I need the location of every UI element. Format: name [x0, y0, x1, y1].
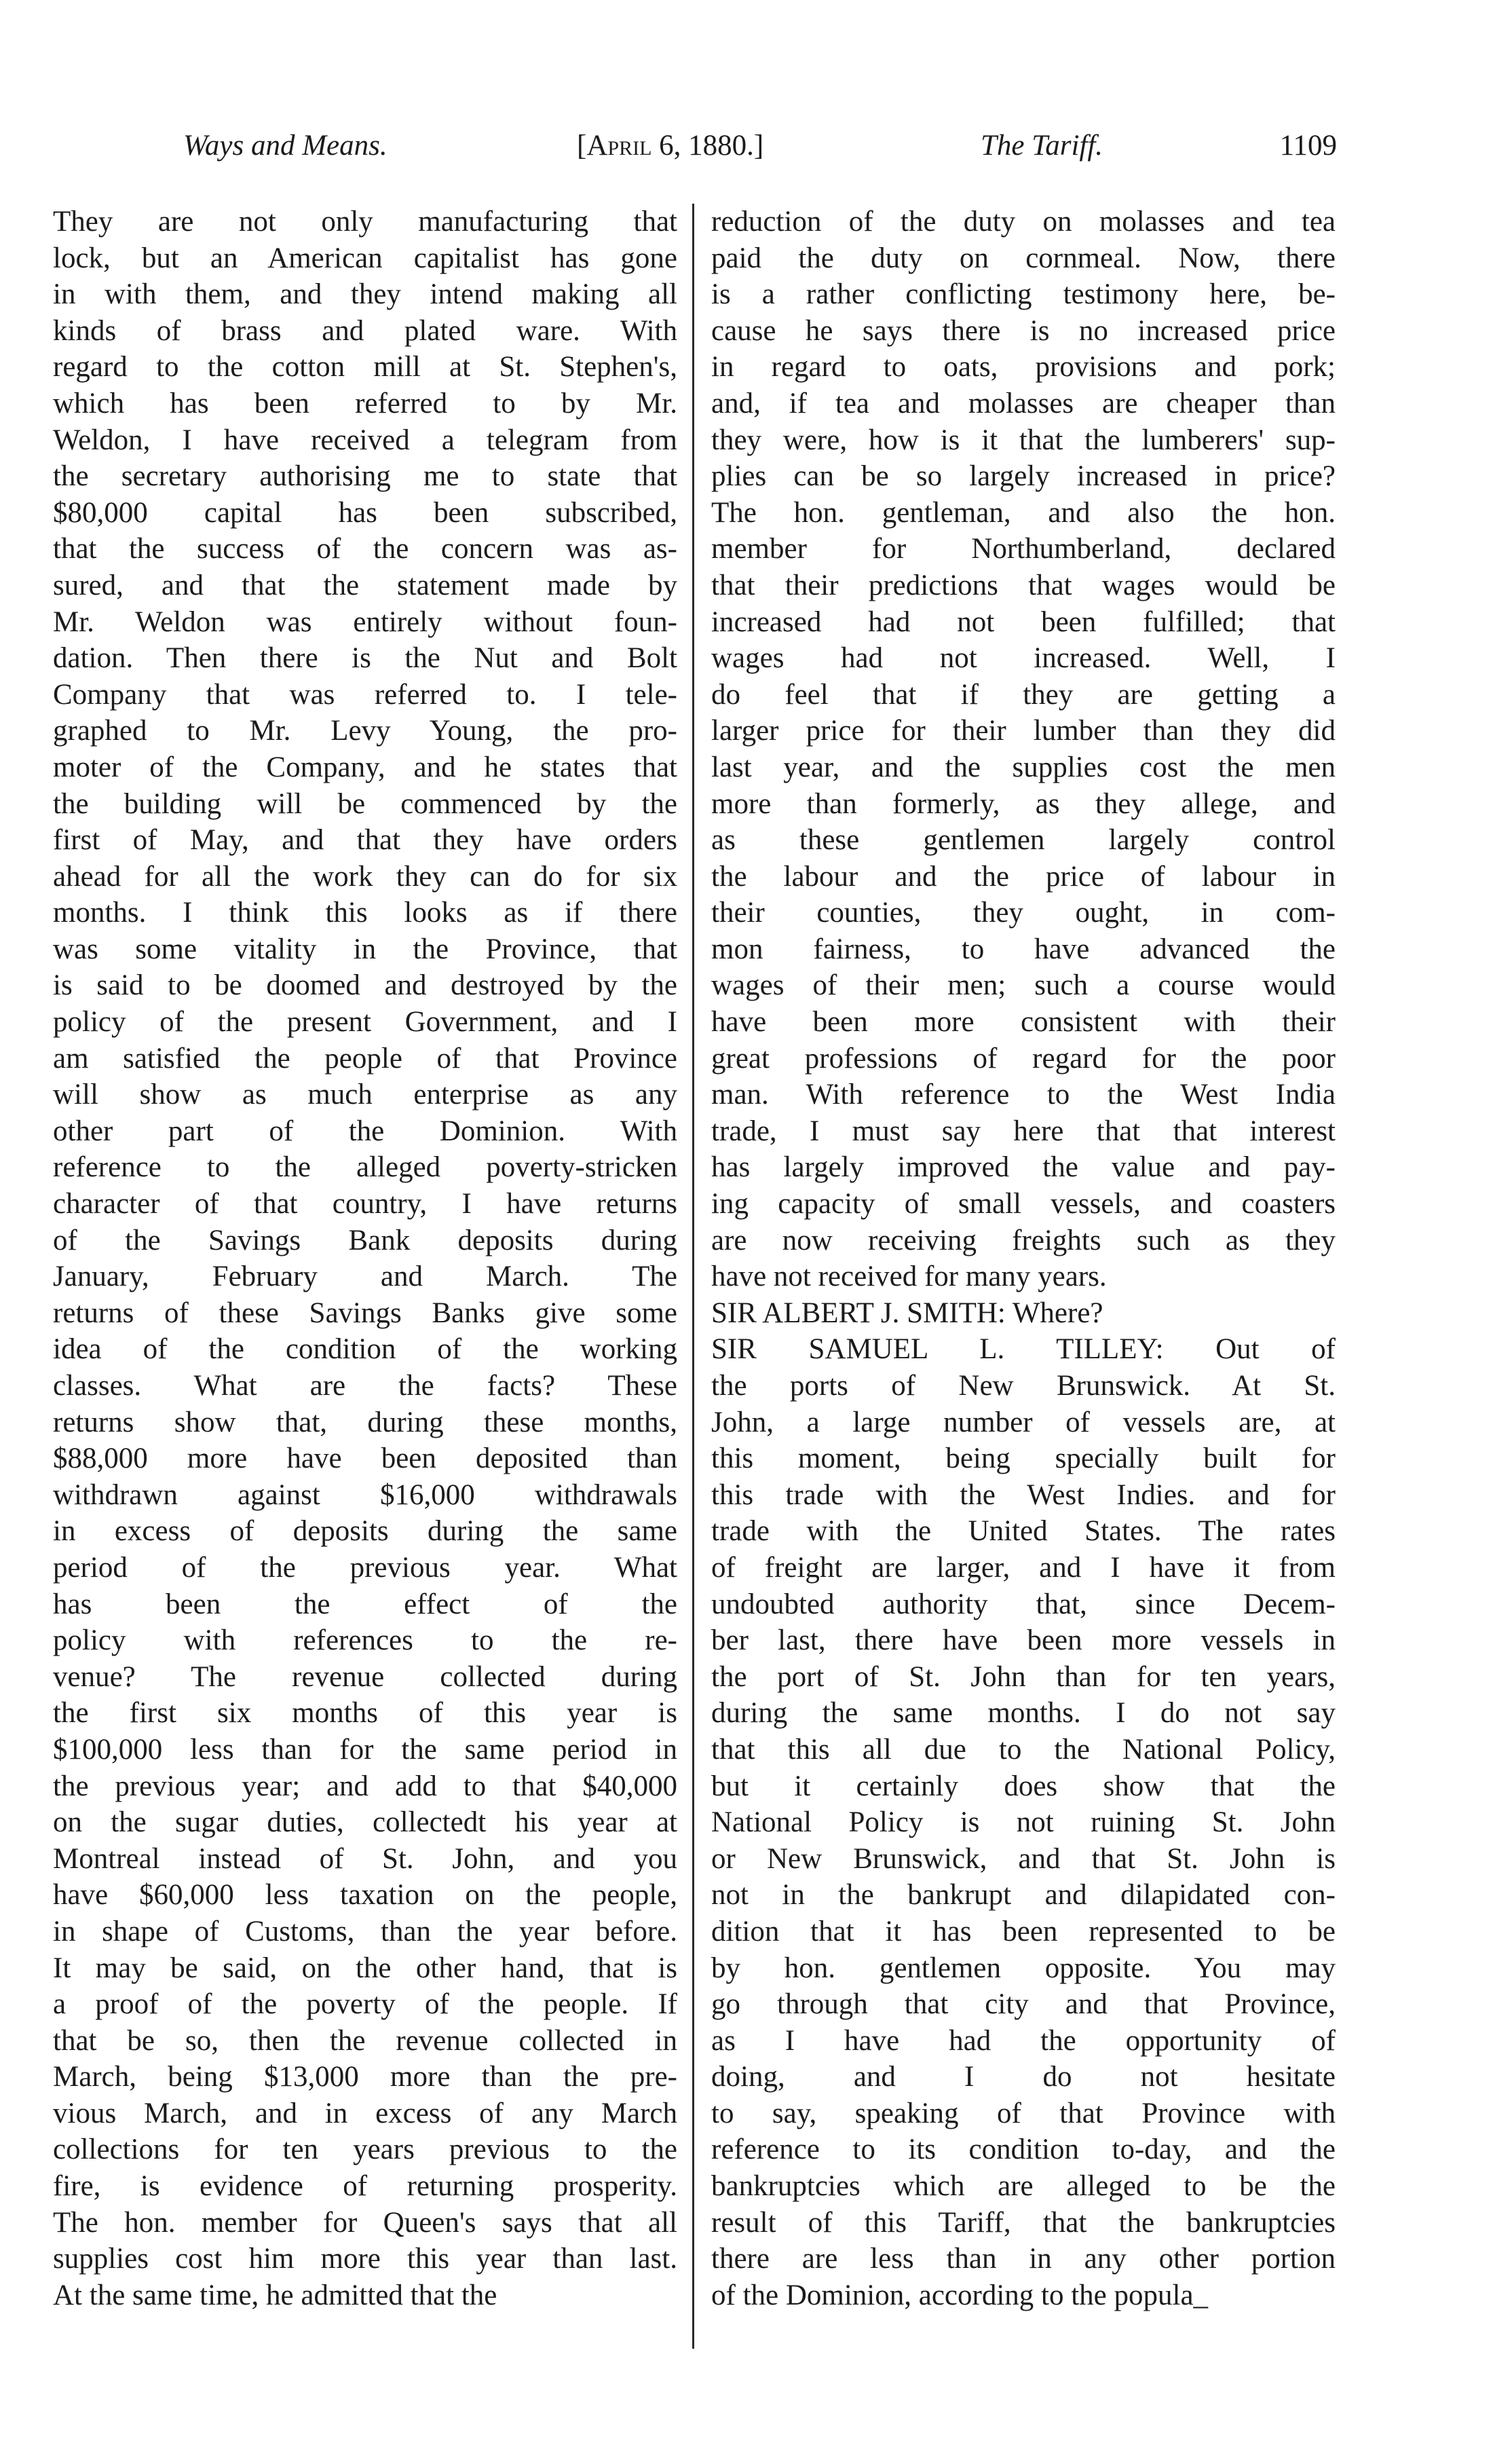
text-line: or New Brunswick, and that St. John is — [711, 1842, 1336, 1875]
text-line: months. I think this looks as if there — [53, 897, 677, 929]
left-column — [53, 204, 677, 2313]
text-line: in excess of deposits during the same — [53, 1515, 677, 1548]
text-line: kinds of brass and plated ware. With — [53, 314, 677, 347]
text-line: dition that it has been represented to be — [711, 1915, 1336, 1948]
text-line: cause he says there is no increased price — [711, 314, 1336, 347]
text-line: paid the duty on cornmeal. Now, there — [711, 242, 1336, 274]
text-line: not in the bankrupt and dilapidated con- — [711, 1879, 1336, 1912]
text-line: reference to its condition to-day, and the — [711, 2133, 1336, 2166]
text-line: result of this Tariff, that the bankruptcies — [711, 2206, 1336, 2239]
header-date-rest: 6, 1880.] — [651, 130, 764, 162]
text-line: The hon. member for Queen's says that all — [53, 2206, 677, 2239]
text-line: are now receiving freights such as they — [711, 1224, 1336, 1256]
text-line: the building will be commenced by the — [53, 787, 677, 820]
text-line: graphed to Mr. Levy Young, the pro- — [53, 715, 677, 747]
text-line: have $60,000 less taxation on the people, — [53, 1879, 677, 1912]
text-line: and, if tea and molasses are cheaper than — [711, 387, 1336, 420]
text-line: $88,000 more have been deposited than — [53, 1442, 677, 1475]
text-line: $80,000 capital has been subscribed, — [53, 496, 677, 529]
header-date-month: April — [586, 130, 652, 162]
text-line: reference to the alleged poverty-stricken — [53, 1151, 677, 1184]
text-line: by hon. gentlemen opposite. You may — [711, 1952, 1336, 1984]
text-line: wages had not increased. Well, I — [711, 642, 1336, 675]
text-line: lock, but an American capitalist has gone — [53, 242, 677, 274]
text-line: has largely improved the value and pay- — [711, 1151, 1336, 1184]
text-line: that be so, then the revenue collected in — [53, 2024, 677, 2057]
text-line: undoubted authority that, since Decem- — [711, 1588, 1336, 1620]
text-line: on the sugar duties, collectedt his year at — [53, 1806, 677, 1839]
text-line: of the Dominion, according to the popula_ — [711, 2279, 1209, 2311]
text-line: fire, is evidence of returning prosperity. — [53, 2170, 677, 2203]
text-line: that their predictions that wages would be — [711, 569, 1336, 601]
text-line: It may be said, on the other hand, that is — [53, 1952, 677, 1984]
text-line: in regard to oats, provisions and pork; — [711, 351, 1336, 384]
text-line: but it certainly does show that the — [711, 1770, 1336, 1802]
text-line: plies can be so largely increased in price? — [711, 460, 1336, 493]
text-line: March, being $13,000 more than the pre- — [53, 2061, 677, 2093]
text-line: policy of the present Government, and I — [53, 1006, 677, 1039]
text-line: increased had not been fulfilled; that — [711, 605, 1336, 638]
text-line: reduction of the duty on molasses and tea — [711, 206, 1336, 238]
text-line: ing capacity of small vessels, and coasters — [711, 1188, 1336, 1220]
text-line: They are not only manufacturing that — [53, 206, 677, 238]
text-line: doing, and I do not hesitate — [711, 2061, 1336, 2093]
text-line: go through that city and that Province, — [711, 1988, 1336, 2021]
text-line: in with them, and they intend making all — [53, 278, 677, 311]
text-line: dation. Then there is the Nut and Bolt — [53, 642, 677, 675]
text-line: idea of the condition of the working — [53, 1333, 677, 1366]
text-line: this moment, being specially built for — [711, 1442, 1336, 1475]
text-line: character of that country, I have returns — [53, 1188, 677, 1220]
text-line: the ports of New Brunswick. At St. — [711, 1370, 1336, 1402]
text-line: National Policy is not ruining St. John — [711, 1806, 1336, 1839]
text-line: regard to the cotton mill at St. Stephen's, — [53, 351, 677, 384]
page-header — [183, 129, 1337, 176]
text-line: SIR ALBERT J. SMITH: Where? — [711, 1297, 1103, 1329]
text-line: have been more consistent with their — [711, 1006, 1336, 1039]
header-date — [577, 129, 763, 162]
text-line: a proof of the poverty of the people. If — [53, 1988, 677, 2021]
text-line: larger price for their lumber than they did — [711, 715, 1336, 747]
text-line: John, a large number of vessels are, at — [711, 1406, 1336, 1438]
text-line: period of the previous year. What — [53, 1551, 677, 1584]
text-line: man. With reference to the West India — [711, 1079, 1336, 1111]
text-line: other part of the Dominion. With — [53, 1115, 677, 1147]
text-line: trade, I must say here that that interest — [711, 1115, 1336, 1147]
text-line: have not received for many years. — [711, 1261, 1107, 1293]
text-line: is a rather conflicting testimony here, be- — [711, 278, 1336, 311]
text-line: they were, how is it that the lumberers' sup- — [711, 424, 1336, 456]
text-line: collections for ten years previous to the — [53, 2133, 677, 2166]
text-line: the first six months of this year is — [53, 1697, 677, 1730]
text-line: policy with references to the re- — [53, 1624, 677, 1657]
text-line: The hon. gentleman, and also the hon. — [711, 496, 1336, 529]
text-line: this trade with the West Indies. and for — [711, 1478, 1336, 1511]
text-line: supplies cost him more this year than last. — [53, 2243, 677, 2275]
text-line: bankruptcies which are alleged to be the — [711, 2170, 1336, 2203]
text-line: member for Northumberland, declared — [711, 533, 1336, 565]
text-line: was some vitality in the Province, that — [53, 933, 677, 965]
text-line: the labour and the price of labour in — [711, 860, 1336, 893]
text-line: vious March, and in excess of any March — [53, 2097, 677, 2129]
text-line: to say, speaking of that Province with — [711, 2097, 1336, 2129]
text-line: first of May, and that they have orders — [53, 824, 677, 857]
text-line: January, February and March. The — [53, 1261, 677, 1293]
text-line: Mr. Weldon was entirely without foun- — [53, 605, 677, 638]
text-line: last year, and the supplies cost the men — [711, 751, 1336, 783]
text-line: ber last, there have been more vessels in — [711, 1624, 1336, 1657]
text-line: the port of St. John than for ten years, — [711, 1660, 1336, 1693]
text-line: ahead for all the work they can do for six — [53, 860, 677, 893]
text-line: has been the effect of the — [53, 1588, 677, 1620]
text-line: of the Savings Bank deposits during — [53, 1224, 677, 1256]
text-line: will show as much enterprise as any — [53, 1079, 677, 1111]
text-line: SIR SAMUEL L. TILLEY: Out of — [711, 1333, 1336, 1366]
text-line: in shape of Customs, than the year before. — [53, 1915, 677, 1948]
text-line: classes. What are the facts? These — [53, 1370, 677, 1402]
text-line: their counties, they ought, in com- — [711, 897, 1336, 929]
text-line: returns show that, during these months, — [53, 1406, 677, 1438]
text-line: great professions of regard for the poor — [711, 1042, 1336, 1075]
text-line: the secretary authorising me to state that — [53, 460, 677, 493]
text-line: that this all due to the National Policy, — [711, 1733, 1336, 1766]
text-line: returns of these Savings Banks give some — [53, 1297, 677, 1329]
text-line: do feel that if they are getting a — [711, 678, 1336, 711]
column-divider — [692, 204, 694, 2349]
text-line: wages of their men; such a course would — [711, 969, 1336, 1002]
text-line: sured, and that the statement made by — [53, 569, 677, 601]
text-line: of freight are larger, and I have it from — [711, 1551, 1336, 1584]
text-line: that the success of the concern was as- — [53, 533, 677, 565]
text-line: which has been referred to by Mr. — [53, 387, 677, 420]
header-section-title: Ways and Means. — [183, 130, 388, 162]
text-line: Weldon, I have received a telegram from — [53, 424, 677, 456]
text-line: as these gentlemen largely control — [711, 824, 1336, 857]
right-column — [711, 204, 1336, 2313]
text-line: the previous year; and add to that $40,000 — [53, 1770, 677, 1802]
page-number: 1109 — [1279, 130, 1337, 162]
text-line: At the same time, he admitted that the — [53, 2279, 497, 2311]
text-line: $100,000 less than for the same period in — [53, 1733, 677, 1766]
text-line: Company that was referred to. I tele- — [53, 678, 677, 711]
text-line: moter of the Company, and he states that — [53, 751, 677, 783]
text-line: mon fairness, to have advanced the — [711, 933, 1336, 965]
text-line: during the same months. I do not say — [711, 1697, 1336, 1730]
text-line: withdrawn against $16,000 withdrawals — [53, 1478, 677, 1511]
text-line: Montreal instead of St. John, and you — [53, 1842, 677, 1875]
text-line: there are less than in any other portion — [711, 2243, 1336, 2275]
text-line: more than formerly, as they allege, and — [711, 787, 1336, 820]
header-topic: The Tariff. — [981, 130, 1103, 162]
header-date-open: [ — [577, 130, 587, 162]
text-line: as I have had the opportunity of — [711, 2024, 1336, 2057]
text-line: trade with the United States. The rates — [711, 1515, 1336, 1548]
text-line: is said to be doomed and destroyed by the — [53, 969, 677, 1002]
text-line: am satisfied the people of that Province — [53, 1042, 677, 1075]
text-line: venue? The revenue collected during — [53, 1660, 677, 1693]
